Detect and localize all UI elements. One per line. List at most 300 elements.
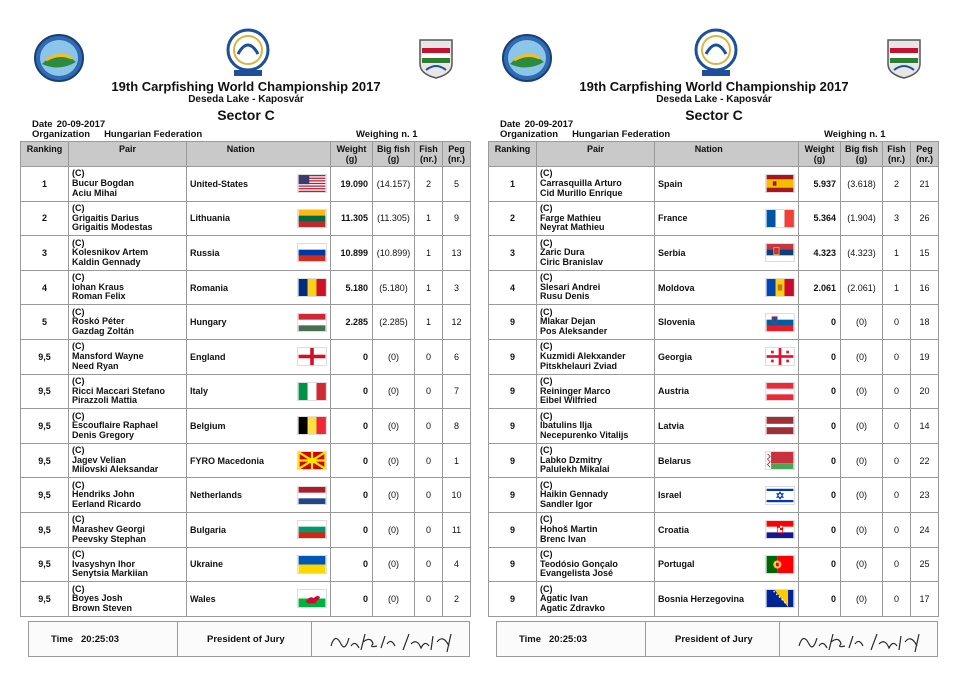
flag-cell [763, 547, 799, 582]
flag-cell [763, 236, 799, 271]
date-label: Date [500, 119, 521, 130]
flag-cell [295, 547, 331, 582]
nation-cell: United-States [187, 167, 295, 202]
big-fish-cell: (5.180) [373, 270, 415, 305]
weight-cell: 0 [799, 339, 841, 374]
pair-member: Agatic Zdravko [540, 602, 606, 613]
flag-cell [295, 305, 331, 340]
pair-member: Mlakar Dejan [540, 316, 596, 327]
table-row [489, 167, 939, 202]
flag-cell [295, 409, 331, 444]
weighing-number: Weighing n. 1 [356, 129, 418, 140]
peg-cell: 18 [911, 305, 939, 340]
col-nation: Nation [187, 142, 295, 167]
big-fish-cell: (0) [841, 339, 883, 374]
fish-count-cell: 3 [883, 201, 911, 236]
weight-cell: 0 [799, 305, 841, 340]
weight-cell: 0 [799, 409, 841, 444]
weight-cell: 0 [331, 547, 373, 582]
fish-count-cell: 0 [415, 443, 443, 478]
fish-count-cell: 0 [883, 547, 911, 582]
venue: Deseda Lake - Kaposvár [188, 94, 304, 105]
pair-member: Cid Murillo Enrique [540, 187, 623, 198]
pair-category: (C) [72, 514, 85, 525]
fish-count-cell: 0 [883, 582, 911, 617]
pair-category: (C) [540, 445, 553, 456]
nation-cell: Israel [655, 478, 763, 513]
flag-cell [763, 201, 799, 236]
pair-category: (C) [72, 445, 85, 456]
big-fish-cell: (11.305) [373, 201, 415, 236]
ranking-cell: 9 [489, 582, 537, 617]
pair-category: (C) [540, 410, 553, 421]
pair-category: (C) [540, 583, 553, 594]
table-row [21, 305, 471, 340]
pair-cell [69, 409, 187, 444]
pair-category: (C) [72, 375, 85, 386]
table-header-row [489, 142, 939, 167]
big-fish-cell: (2.061) [841, 270, 883, 305]
bosnia-flag-icon [765, 589, 795, 608]
weight-cell: 0 [799, 374, 841, 409]
slovenia-flag-icon [765, 313, 795, 332]
pair-cell [69, 512, 187, 547]
flag-cell [763, 374, 799, 409]
weight-cell: 0 [331, 582, 373, 617]
pair-cell [69, 547, 187, 582]
fish-count-cell: 1 [415, 236, 443, 271]
pair-cell [537, 582, 655, 617]
big-fish-cell: (4.323) [841, 236, 883, 271]
ranking-cell: 9 [489, 443, 537, 478]
ranking-cell: 9 [489, 374, 537, 409]
italy-flag-icon [297, 382, 327, 401]
weight-cell: 5.937 [799, 167, 841, 202]
president-signature-icon [793, 626, 933, 654]
pair-member: Neyrat Mathieu [540, 222, 605, 233]
peg-cell: 7 [443, 374, 471, 409]
pair-cell [537, 478, 655, 513]
ranking-cell: 9,5 [21, 582, 69, 617]
weight-cell: 2.285 [331, 305, 373, 340]
nation-cell: France [655, 201, 763, 236]
weight-cell: 0 [331, 339, 373, 374]
ranking-cell: 9 [489, 339, 537, 374]
pair-cell [537, 201, 655, 236]
peg-cell: 23 [911, 478, 939, 513]
table-row [21, 339, 471, 374]
nation-cell: Portugal [655, 547, 763, 582]
pair-member: Eibel Wilfried [540, 395, 597, 406]
nation-cell: Bosnia Herzegovina [655, 582, 763, 617]
croatia-flag-icon [765, 520, 795, 539]
time-value: 20:25:03 [81, 634, 120, 645]
president-label: President of Jury [675, 634, 753, 645]
pair-cell [537, 339, 655, 374]
pair-cell [69, 443, 187, 478]
col-ranking: Ranking [21, 142, 69, 167]
pair-category: (C) [72, 583, 85, 594]
table-row [489, 201, 939, 236]
big-fish-cell: (0) [373, 478, 415, 513]
ranking-cell: 9,5 [21, 443, 69, 478]
pair-member: Need Ryan [72, 360, 119, 371]
peg-cell: 25 [911, 547, 939, 582]
weight-cell: 0 [799, 582, 841, 617]
president-label: President of Jury [207, 634, 285, 645]
pair-member: Hohoš Martin [540, 523, 598, 534]
table-row [489, 582, 939, 617]
championship-logo-icon [34, 34, 84, 82]
time-line [51, 634, 119, 645]
sector-title: Sector C [217, 107, 275, 123]
big-fish-cell: (10.899) [373, 236, 415, 271]
hungary-flag-icon [297, 313, 327, 332]
ranking-cell: 4 [21, 270, 69, 305]
pair-cell [537, 374, 655, 409]
footer-divider [645, 622, 646, 656]
fish-count-cell: 0 [415, 339, 443, 374]
flag-cell [763, 409, 799, 444]
ranking-cell: 9,5 [21, 409, 69, 444]
pair-member: Grigaitis Darius [72, 212, 140, 223]
nation-cell: Romania [187, 270, 295, 305]
time-label: Time [519, 634, 542, 645]
peg-cell: 8 [443, 409, 471, 444]
weight-cell: 0 [331, 512, 373, 547]
pair-member: Labko Dzmitry [540, 454, 603, 465]
fish-count-cell: 1 [883, 236, 911, 271]
organization-value: Hungarian Federation [572, 129, 671, 140]
flag-cell [763, 582, 799, 617]
flag-cell [763, 167, 799, 202]
flag-cell [295, 443, 331, 478]
peg-cell: 12 [443, 305, 471, 340]
pair-member: Ciric Branislav [540, 256, 604, 267]
weight-cell: 5.364 [799, 201, 841, 236]
nation-cell: Georgia [655, 339, 763, 374]
pair-member: Slesari Andrei [540, 281, 601, 292]
pair-cell [69, 305, 187, 340]
pair-member: Carrasquilla Arturo [540, 178, 622, 188]
peg-cell: 10 [443, 478, 471, 513]
pair-member: Haikin Gennady [540, 489, 609, 500]
peg-cell: 22 [911, 443, 939, 478]
col-fish: Fish (nr.) [415, 142, 443, 167]
pair-member: Kaldin Gennady [72, 256, 141, 267]
pair-member: Escouflaire Raphael [72, 420, 159, 431]
table-row [489, 512, 939, 547]
flag-cell [763, 305, 799, 340]
pair-member: Milovski Aleksandar [72, 464, 159, 475]
pair-cell [537, 443, 655, 478]
col-big-fish: Big fish (g) [373, 142, 415, 167]
table-row [21, 374, 471, 409]
president-signature-icon [325, 626, 465, 654]
fish-count-cell: 1 [883, 270, 911, 305]
flag-cell [763, 512, 799, 547]
pair-member: Hendriks John [72, 489, 135, 500]
results-table [488, 141, 939, 617]
flag-cell [763, 270, 799, 305]
nation-cell: FYRO Macedonia [187, 443, 295, 478]
nation-cell: Belarus [655, 443, 763, 478]
fish-count-cell: 1 [415, 201, 443, 236]
peg-cell: 9 [443, 201, 471, 236]
pair-cell [537, 547, 655, 582]
lithuania-flag-icon [297, 209, 327, 228]
pair-cell [69, 270, 187, 305]
pair-category: (C) [540, 168, 553, 179]
romania-flag-icon [297, 278, 327, 297]
peg-cell: 3 [443, 270, 471, 305]
peg-cell: 15 [911, 236, 939, 271]
mohosz-badge-icon [418, 36, 454, 80]
nation-cell: Spain [655, 167, 763, 202]
sector-title: Sector C [685, 107, 743, 123]
peg-cell: 21 [911, 167, 939, 202]
pair-category: (C) [72, 548, 85, 559]
fish-count-cell: 0 [415, 409, 443, 444]
big-fish-cell: (0) [373, 547, 415, 582]
footer-divider [311, 622, 312, 656]
weight-cell: 0 [331, 374, 373, 409]
championship-title: 19th Carpfishing World Championship 2017 [579, 79, 849, 94]
big-fish-cell: (0) [841, 512, 883, 547]
ranking-cell: 9 [489, 305, 537, 340]
nation-cell: Wales [187, 582, 295, 617]
table-header-row [21, 142, 471, 167]
results-table [20, 141, 471, 617]
big-fish-cell: (0) [373, 512, 415, 547]
date-value: 20-09-2017 [524, 119, 574, 130]
col-fish: Fish (nr.) [883, 142, 911, 167]
flag-cell [295, 512, 331, 547]
big-fish-cell: (0) [841, 305, 883, 340]
fish-count-cell: 0 [883, 374, 911, 409]
table-row [489, 270, 939, 305]
pair-member: Sandler Igor [540, 498, 593, 509]
nation-cell: Moldova [655, 270, 763, 305]
pair-member: Pitskhelauri Zviad [540, 360, 618, 371]
col-peg: Peg (nr.) [443, 142, 471, 167]
big-fish-cell: (0) [841, 374, 883, 409]
nation-cell: Latvia [655, 409, 763, 444]
pair-member: Aciu Mihai [72, 187, 118, 198]
table-row [21, 547, 471, 582]
ranking-cell: 2 [21, 201, 69, 236]
pair-member: Roskó Péter [72, 316, 125, 327]
pair-cell [537, 236, 655, 271]
venue: Deseda Lake - Kaposvár [656, 94, 772, 105]
pair-cell [69, 374, 187, 409]
pair-category: (C) [72, 306, 85, 317]
pair-member: Brenc Ivan [540, 533, 587, 544]
col-ranking: Ranking [489, 142, 537, 167]
results-body [21, 167, 471, 617]
pair-category: (C) [540, 272, 553, 283]
ukraine-flag-icon [297, 555, 327, 574]
big-fish-cell: (0) [373, 443, 415, 478]
pair-category: (C) [540, 237, 553, 248]
table-row [489, 305, 939, 340]
pair-category: (C) [72, 479, 85, 490]
table-row [489, 236, 939, 271]
ranking-cell: 1 [21, 167, 69, 202]
pair-member: Boyes Josh [72, 593, 123, 604]
big-fish-cell: (0) [841, 478, 883, 513]
peg-cell: 6 [443, 339, 471, 374]
big-fish-cell: (14.157) [373, 167, 415, 202]
peg-cell: 5 [443, 167, 471, 202]
nation-cell: Italy [187, 374, 295, 409]
pair-category: (C) [540, 306, 553, 317]
fish-count-cell: 0 [883, 443, 911, 478]
israel-flag-icon [765, 486, 795, 505]
fish-count-cell: 1 [415, 305, 443, 340]
ranking-cell: 9 [489, 478, 537, 513]
big-fish-cell: (0) [841, 547, 883, 582]
pair-cell [537, 409, 655, 444]
pair-category: (C) [72, 341, 85, 352]
championship-title: 19th Carpfishing World Championship 2017 [111, 79, 381, 94]
pair-member: Ricci Maccari Stefano [72, 385, 166, 396]
ranking-cell: 9,5 [21, 339, 69, 374]
ranking-cell: 9 [489, 547, 537, 582]
big-fish-cell: (0) [841, 443, 883, 478]
weight-cell: 0 [799, 512, 841, 547]
table-row [489, 547, 939, 582]
table-row [21, 236, 471, 271]
weight-cell: 0 [799, 478, 841, 513]
fish-count-cell: 2 [883, 167, 911, 202]
pair-cell [69, 236, 187, 271]
pair-member: Senytsia Markiian [72, 568, 149, 579]
col-weight: Weight (g) [799, 142, 841, 167]
peg-cell: 1 [443, 443, 471, 478]
russia-flag-icon [297, 243, 327, 262]
weight-cell: 4.323 [799, 236, 841, 271]
pair-member: Agatic Ivan [540, 593, 589, 604]
pair-member: Farge Mathieu [540, 212, 602, 223]
weight-cell: 0 [799, 443, 841, 478]
belarus-flag-icon [765, 451, 795, 470]
pair-member: Pos Aleksander [540, 325, 608, 336]
big-fish-cell: (2.285) [373, 305, 415, 340]
big-fish-cell: (0) [373, 582, 415, 617]
france-flag-icon [765, 209, 795, 228]
weight-cell: 19.090 [331, 167, 373, 202]
moldova-flag-icon [765, 278, 795, 297]
big-fish-cell: (0) [841, 582, 883, 617]
flag-cell [295, 582, 331, 617]
peg-cell: 19 [911, 339, 939, 374]
portugal-flag-icon [765, 555, 795, 574]
organization-line [32, 129, 202, 140]
pair-cell [537, 512, 655, 547]
time-line [519, 634, 587, 645]
serbia-flag-icon [765, 243, 795, 262]
table-row [489, 409, 939, 444]
pair-category: (C) [72, 168, 85, 179]
weight-cell: 0 [331, 443, 373, 478]
footer-divider [779, 622, 780, 656]
weight-cell: 0 [799, 547, 841, 582]
big-fish-cell: (0) [373, 339, 415, 374]
table-row [489, 374, 939, 409]
fish-count-cell: 0 [883, 512, 911, 547]
table-row [21, 582, 471, 617]
col-pair: Pair [69, 142, 187, 167]
fish-count-cell: 2 [415, 167, 443, 202]
pair-member: Ivasyshyn Ihor [72, 558, 136, 569]
flag-cell [295, 374, 331, 409]
usa-flag-icon [297, 174, 327, 193]
nation-cell: Belgium [187, 409, 295, 444]
weight-cell: 0 [331, 478, 373, 513]
col-big-fish: Big fish (g) [841, 142, 883, 167]
big-fish-cell: (0) [373, 374, 415, 409]
peg-cell: 4 [443, 547, 471, 582]
nation-cell: Croatia [655, 512, 763, 547]
pair-category: (C) [540, 479, 553, 490]
signature-footer [496, 621, 938, 657]
pair-member: Evangelista José [540, 568, 614, 579]
pair-member: Ibatulins Ilja [540, 420, 593, 431]
flag-cell [295, 270, 331, 305]
ranking-cell: 4 [489, 270, 537, 305]
weight-cell: 11.305 [331, 201, 373, 236]
fish-count-cell: 0 [883, 478, 911, 513]
pair-category: (C) [72, 410, 85, 421]
ranking-cell: 9,5 [21, 512, 69, 547]
pair-category: (C) [540, 341, 553, 352]
nation-cell: Austria [655, 374, 763, 409]
col-flag [295, 142, 331, 167]
fish-count-cell: 0 [415, 374, 443, 409]
fish-count-cell: 1 [415, 270, 443, 305]
pair-category: (C) [540, 548, 553, 559]
nation-cell: Ukraine [187, 547, 295, 582]
signature-footer [28, 621, 470, 657]
pair-category: (C) [540, 375, 553, 386]
date-label: Date [32, 119, 53, 130]
pair-member: Necepurenko Vitalijs [540, 429, 629, 440]
pair-member: Marashev Georgi [72, 523, 146, 534]
pair-member: Teodósio Gonçalo [540, 558, 618, 569]
pair-cell [537, 305, 655, 340]
pair-category: (C) [72, 203, 85, 213]
nation-cell: Slovenia [655, 305, 763, 340]
championship-logo-icon [502, 34, 552, 82]
ranking-cell: 1 [489, 167, 537, 202]
pair-member: Pirazzoli Mattia [72, 395, 138, 406]
pair-category: (C) [72, 237, 85, 248]
big-fish-cell: (0) [841, 409, 883, 444]
fish-count-cell: 0 [415, 512, 443, 547]
pair-member: Brown Steven [72, 602, 133, 613]
pair-cell [69, 167, 187, 202]
nation-cell: Serbia [655, 236, 763, 271]
weight-cell: 5.180 [331, 270, 373, 305]
table-row [21, 201, 471, 236]
ranking-cell: 9,5 [21, 374, 69, 409]
pair-member: Bucur Bogdan [72, 178, 134, 188]
nation-cell: Bulgaria [187, 512, 295, 547]
pair-cell [537, 270, 655, 305]
pair-member: Zaric Dura [540, 247, 585, 258]
weight-cell: 2.061 [799, 270, 841, 305]
